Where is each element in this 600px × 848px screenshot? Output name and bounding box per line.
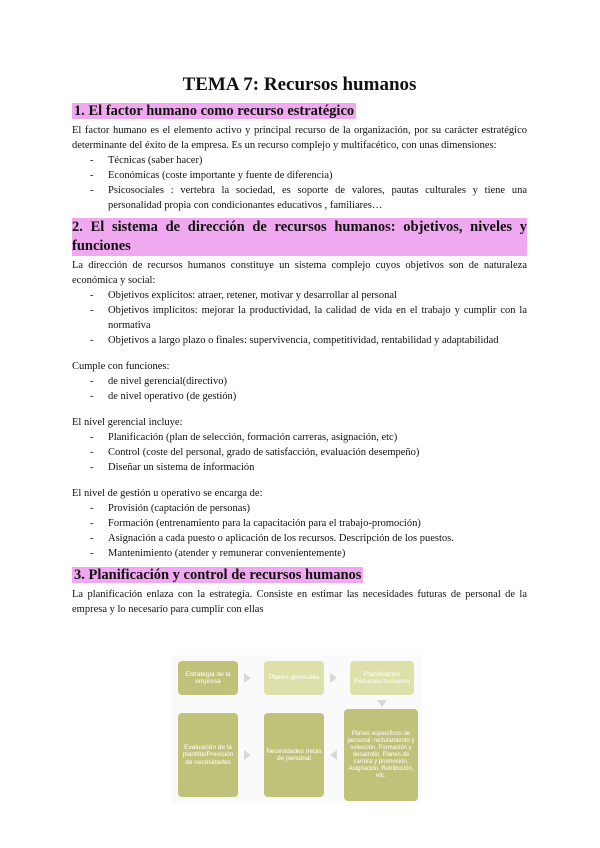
gerencial-intro: El nivel gerencial incluye:: [72, 417, 183, 428]
list-item: - Psicosociales : vertebra la sociedad, es soporte de valores, pautas culturales y tiene una personalidad propia con condicionantes educativos , familiares…: [72, 183, 527, 213]
list-item: - Económicas (coste importante y fuente de diferencia): [72, 168, 527, 183]
diagram-box-strategy: Estrategia de la empresa: [178, 661, 238, 695]
list-item: - Objetivos a largo plazo o finales: supervivencia, competitividad, rentabilidad y adaptabilidad: [72, 333, 527, 348]
section-1-heading-text: 1. El factor humano como recurso estratégico: [74, 103, 355, 119]
section-3-heading-text: 3. Planificación y control de recursos humanos: [74, 567, 362, 583]
operativo-intro: El nivel de gestión u operativo se encarga de:: [72, 488, 263, 499]
section-3-heading: [72, 566, 527, 585]
section-2-intro: La dirección de recursos humanos constituye un sistema complejo cuyos objetivos son de naturaleza económica y social:: [72, 260, 527, 286]
list-item: - Provisión (captación de personas): [72, 501, 527, 516]
section-1-intro: El factor humano es el elemento activo y principal recurso de la organización, por su carácter estratégico determinante del éxito de la empresa. Es un recurso complejo y multifacético, con unas dimensiones:: [72, 125, 527, 151]
list-item: - Mantenimiento (atender y remunerar convenientemente): [72, 546, 527, 561]
arrow-right-icon: [330, 673, 337, 683]
list-item: - Objetivos implícitos: mejorar la productividad, la calidad de vida en el trabajo y cumplir con la normativa: [72, 303, 527, 333]
list-item: - Técnicas (saber hacer): [72, 153, 527, 168]
list-item: - Control (coste del personal, grado de satisfacción, evaluación desempeño): [72, 445, 527, 460]
diagram-box-evaluation: Evaluación de la plantilla/Previsión de necesidades: [178, 713, 238, 797]
list-item: - Asignación a cada puesto o aplicación de los recursos. Descripción de los puestos.: [72, 531, 527, 546]
diagram-box-hr-planning: Planificación Recursos humanos: [350, 661, 414, 695]
list-item: - Objetivos explícitos: atraer, retener, motivar y desarrollar al personal: [72, 288, 527, 303]
arrow-right-icon: [244, 673, 251, 683]
gerencial-list: [72, 430, 527, 475]
dimensions-list: [72, 153, 527, 213]
arrow-down-icon: [377, 700, 387, 707]
list-item: - de nivel gerencial(directivo): [72, 374, 527, 389]
page-title: TEMA 7: Recursos humanos: [182, 74, 417, 95]
list-item: - Diseñar un sistema de información: [72, 460, 527, 475]
functions-list: [72, 374, 527, 404]
planning-diagram: [172, 655, 422, 803]
section-3-intro: La planificación enlaza con la estrategia. Consiste en estimar las necesidades futuras de personal de la empresa y lo necesario para cumplir con ellas: [72, 589, 527, 615]
section-1-heading: [72, 102, 527, 121]
list-item: - Planificación (plan de selección, formación carreras, asignación, etc): [72, 430, 527, 445]
objectives-list: [72, 288, 527, 348]
operativo-list: [72, 501, 527, 561]
document-page: [72, 72, 527, 617]
functions-intro: Cumple con funciones:: [72, 361, 170, 372]
diagram-box-specific-plans: Planes específicos de personal: reclutamiento y selección. Formación y desarrollo. Planes de carrera y promoción. Asignación. Retribución, etc.: [344, 709, 418, 801]
arrow-right-icon: [244, 750, 251, 760]
diagram-box-general-plans: Planes generales: [264, 661, 324, 695]
diagram-box-net-needs: Necesidades netas de personal: [264, 713, 324, 797]
section-2-heading: 2. El sistema de dirección de recursos humanos: objetivos, niveles y funciones: [72, 219, 527, 254]
list-item: - Formación (entrenamiento para la capacitación para el trabajo-promoción): [72, 516, 527, 531]
arrow-left-icon: [330, 750, 337, 760]
list-item: - de nivel operativo (de gestión): [72, 389, 527, 404]
